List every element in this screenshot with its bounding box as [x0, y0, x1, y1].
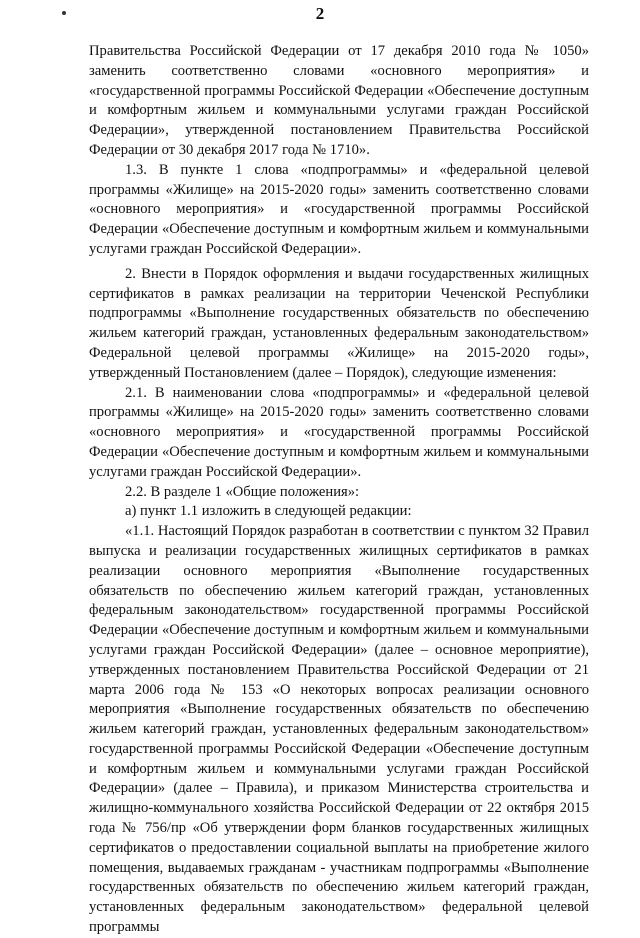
page-number: 2 — [315, 4, 325, 23]
paragraph-1-1-text: «1.1. Настоящий Порядок разработан в соответствии с пунктом 32 Правил выпуска и реализации государственных жилищных сертификатов в рамках реализации основного мероприятия «Выполнение государственных обязательств по обеспечению жильем категорий граждан, установленных федеральным законодательством» государственной программы Российской Федерации «Обеспечение доступным и комфортным жильем и коммунальными услугами граждан Российской Федерации» (далее – основное мероприятие), утвержденных постановлением Правительства Российской Федерации от 21 марта 2006 года № 153 «О некоторых вопросах реализации основного мероприятия «Выполнение государственных обязательств по обеспечению жильем категорий граждан, установленных федеральным законодательством» государственной программы Российской Федерации «Обеспечение доступным и комфортным жильем и коммунальными услугами граждан Российской Федерации» (далее – Правила), и приказом Министерства строительства и жилищно-коммунального хозяйства Российской Федерации от 22 октября 2015 года № 756/пр «Об утверждении форм бланков государственных жилищных сертификатов о предоставлении социальной выплаты на приобретение жилого помещения, выдаваемых гражданам - участникам подпрограммы «Выполнение государственных обязательств по обеспечению жильем категорий граждан, установленных федеральным законодательством» федеральной целевой программы — [89, 523, 589, 936]
paragraph-1-3: 1.3. В пункте 1 слова «подпрограммы» и «федеральной целевой программы «Жилище» на 2015-2020 годы» заменить соответственно словами «основного мероприятия» и «государственной программы Российской Федерации «Обеспечение доступным и комфортным жильем и коммунальными услугами граждан Российской Федерации». — [89, 161, 589, 257]
paragraph-2: 2. Внести в Порядок оформления и выдачи государственных жилищных сертификатов в рамках реализации на территории Чеченской Республики подпрограммы «Выполнение государственных обязательств по обеспечению жильем категорий граждан, установленных федеральным законодательством» Федеральной целевой программы «Жилище» на 2015-2020 годы», утвержденный Постановлением (далее – Порядок), следующие изменения: — [89, 265, 589, 381]
document-body — [89, 42, 589, 938]
paragraph-item-a: а) пункт 1.1 изложить в следующей редакции: — [125, 503, 412, 520]
paragraph-continuation: Правительства Российской Федерации от 17 декабря 2010 года № 1050» заменить соответственно словами «основного мероприятия» и «государственной программы Российской Федерации «Обеспечение доступным и комфортным жильем и коммунальными услугами граждан Российской Федерации», утвержденной постановлением Правительства Российской Федерации от 30 декабря 2017 года № 1710». — [89, 43, 589, 158]
paragraph-2-2: 2.2. В разделе 1 «Общие положения»: — [125, 483, 360, 500]
paragraph-2-1: 2.1. В наименовании слова «подпрограммы» и «федеральной целевой программы «Жилище» на 2015-2020 годы» заменить соответственно словами «основного мероприятия» и «государственной программы Российской Федерации «Обеспечение доступным и комфортным жильем и коммунальными услугами граждан Российской Федерации». — [89, 384, 589, 480]
